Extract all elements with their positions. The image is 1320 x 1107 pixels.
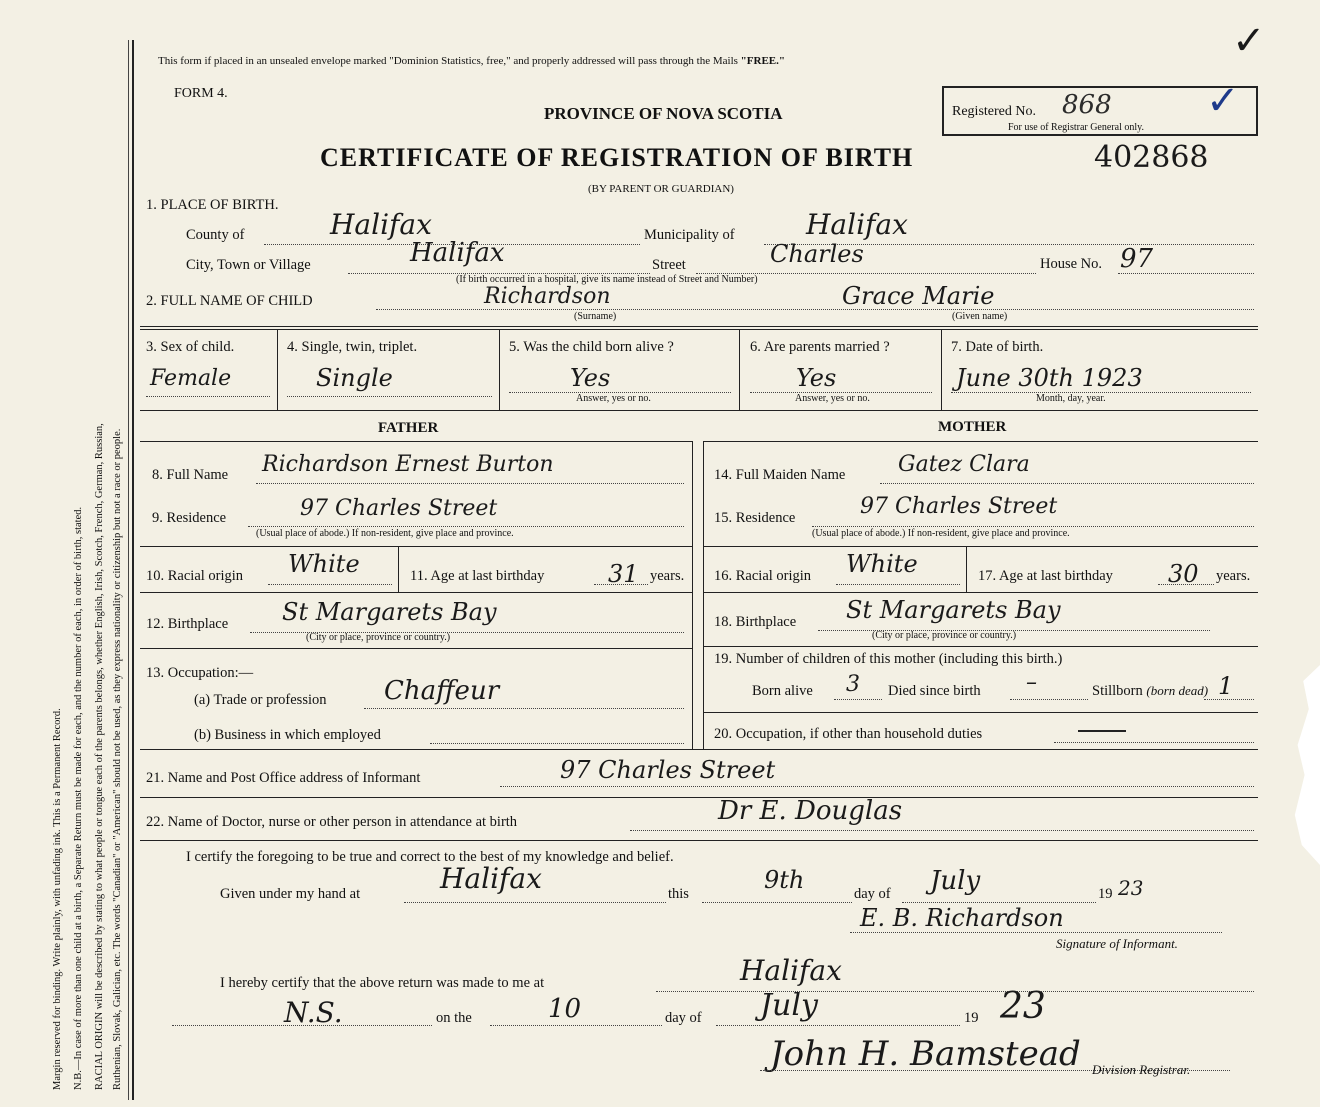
mother-occupation-line [1054, 742, 1254, 743]
father-residence-label: 9. Residence [152, 510, 227, 526]
mother-name-label: 14. Full Maiden Name [714, 467, 846, 483]
stillborn-value: 1 [1218, 672, 1234, 700]
child-name-label: 2. FULL NAME OF CHILD [146, 293, 313, 309]
margin-rule-thick [132, 40, 134, 1100]
mother-birthplace-label: 18. Birthplace [714, 614, 797, 630]
mother-birthplace-value: St Margarets Bay [846, 596, 1061, 624]
father-racial-origin-label: 10. Racial origin [146, 568, 244, 584]
died-since-birth-line [1010, 699, 1088, 700]
divider [499, 330, 500, 410]
born-alive-label: Born alive [752, 683, 813, 699]
registrar-month-line [716, 1025, 960, 1026]
birthplace-note: (City or place, province or country.) [306, 632, 451, 643]
father-right-rule [692, 441, 693, 749]
street-label: Street [652, 257, 686, 273]
registrar-place-province: N.S. [284, 996, 343, 1029]
mother-rule [703, 441, 1258, 442]
mother-age-label: 17. Age at last birthday [978, 568, 1113, 584]
mother-left-rule [703, 441, 704, 749]
torn-edge [1292, 665, 1320, 865]
father-birthplace-label: 12. Birthplace [146, 616, 229, 632]
father-residence-value: 97 Charles Street [300, 496, 498, 521]
father-name-line [256, 483, 684, 484]
divider [941, 330, 942, 410]
father-racial-origin-line [268, 584, 392, 585]
mother-racial-origin-line [836, 584, 960, 585]
mother-racial-origin-value: White [846, 550, 918, 578]
parents-married-label: 6. Are parents married ? [750, 339, 890, 355]
registered-check-icon: ✓ [1206, 78, 1240, 124]
given-label: Given under my hand at [220, 886, 361, 902]
street-value: Charles [770, 240, 864, 268]
informant-line [500, 786, 1254, 787]
doctor-value: Dr E. Douglas [718, 796, 903, 826]
birthplace-note: (City or place, province or country.) [872, 630, 1017, 641]
registered-note: For use of Registrar General only. [1008, 122, 1144, 133]
divider [966, 546, 967, 592]
mother-heading: MOTHER [938, 419, 1007, 435]
abode-note: (Usual place of abode.) If non-resident, give place and province. [812, 528, 1070, 539]
rule [140, 410, 1258, 411]
given-place-line [404, 902, 666, 903]
registrar-year-value: 23 [1000, 986, 1046, 1027]
registrar-place-line [656, 991, 1254, 992]
municipality-value: Halifax [806, 208, 908, 241]
mother-occupation-label: 20. Occupation, if other than household duties [714, 726, 983, 742]
born-alive-line [834, 699, 882, 700]
margin-note-racial-origin-cont: Ruthenian, Slovak, Galician, etc. The words "Canadian" or "American" should not be used, as they express nationality or citizenship but not a race or people. [112, 428, 123, 1090]
registrar-day-value: 10 [548, 994, 582, 1024]
registered-label: Registered No. [952, 104, 1036, 119]
rule [703, 712, 1258, 713]
stillborn-label: Stillborn (born dead) [1092, 683, 1209, 699]
sex-line [146, 396, 270, 397]
informant-value: 97 Charles Street [560, 756, 776, 784]
rule [140, 749, 1258, 750]
on-the-label: on the [436, 1010, 472, 1026]
year-prefix: 19 [1098, 886, 1113, 902]
business-line [430, 743, 684, 744]
doctor-label: 22. Name of Doctor, nurse or other person in attendance at birth [146, 814, 518, 830]
years-label: years. [650, 568, 685, 584]
born-alive-answer: Yes [570, 364, 611, 392]
house-number-label: House No. [1040, 256, 1103, 272]
margin-note-racial-origin: RACIAL ORIGIN will be described by stating to what people or tongue each of the parents belongs, whether English, Irish, Scotch, French, German, Russian, [94, 423, 105, 1090]
plurality-value: Single [316, 364, 393, 392]
mother-residence-label: 15. Residence [714, 510, 796, 526]
informant-signature-label: Signature of Informant. [1056, 936, 1178, 951]
mother-name-value: Gatez Clara [898, 452, 1030, 477]
rule [140, 648, 692, 649]
registrar-month-value: July [760, 988, 818, 1023]
rule [140, 797, 1258, 798]
given-place-value: Halifax [440, 862, 542, 895]
registrar-title: Division Registrar. [1092, 1062, 1191, 1077]
certify-text: I certify the foregoing to be true and correct to the best of my knowledge and belief. [186, 849, 674, 865]
doctor-line [630, 830, 1254, 831]
certify-day-value: 9th [764, 866, 805, 894]
rule [140, 546, 692, 547]
day-of-label: day of [854, 886, 891, 902]
father-racial-origin-value: White [288, 550, 360, 578]
province-heading: PROVINCE OF NOVA SCOTIA [544, 104, 783, 123]
plurality-label: 4. Single, twin, triplet. [287, 339, 418, 355]
informant-signature-line [850, 932, 1222, 933]
plurality-line [287, 396, 492, 397]
mother-name-line [880, 483, 1254, 484]
mail-notice: This form if placed in an unsealed envelope marked "Dominion Statistics, free," and properly addressed will pass through the Mails "FREE." [158, 55, 785, 67]
mother-racial-origin-label: 16. Racial origin [714, 568, 812, 584]
this-label: this [668, 886, 689, 902]
answer-note: Answer, yes or no. [795, 393, 870, 404]
county-value: Halifax [330, 208, 432, 241]
father-heading: FATHER [378, 420, 439, 436]
child-name-line [376, 309, 1254, 310]
municipality-label: Municipality of [644, 227, 735, 243]
date-of-birth-value: June 30th 1923 [956, 364, 1143, 392]
margin-note-binding: Margin reserved for binding. Write plainly, with unfading ink. This is a Permanent Record. [52, 708, 63, 1090]
died-since-birth-label: Died since birth [888, 683, 981, 699]
mother-age-value: 30 [1168, 560, 1199, 588]
margin-note-multiple-births: N.B.—In case of more than one child at a birth, a Separate Return must be made for each, and the number of each, in order of birth, stated. [73, 506, 84, 1090]
registered-number-box [942, 78, 1258, 136]
city-value: Halifax [410, 238, 505, 268]
occupation-label: 13. Occupation:— [146, 665, 254, 681]
registrar-year-prefix: 19 [964, 1010, 979, 1026]
rule-top [140, 326, 1258, 327]
registrar-place-value: Halifax [740, 954, 842, 987]
registrar-day-line [490, 1025, 662, 1026]
date-of-birth-note: Month, day, year. [1036, 393, 1106, 404]
divider [398, 546, 399, 592]
trade-label: (a) Trade or profession [194, 692, 327, 708]
certificate-title: CERTIFICATE OF REGISTRATION OF BIRTH [320, 143, 914, 172]
divider [739, 330, 740, 410]
county-label: County of [186, 227, 245, 243]
registrar-certify-text: I hereby certify that the above return was made to me at [220, 975, 545, 991]
answer-note: Answer, yes or no. [576, 393, 651, 404]
died-since-birth-value: – [1026, 670, 1037, 695]
children-count-label: 19. Number of children of this mother (including this birth.) [714, 651, 1063, 667]
father-residence-line [248, 526, 684, 527]
father-rule [140, 441, 692, 442]
years-label: years. [1216, 568, 1251, 584]
certificate-subtitle: (BY PARENT OR GUARDIAN) [588, 183, 734, 195]
business-label: (b) Business in which employed [194, 727, 381, 743]
mother-residence-line [812, 526, 1254, 527]
father-age-label: 11. Age at last birthday [410, 568, 545, 584]
rule [703, 546, 1258, 547]
city-label: City, Town or Village [186, 257, 311, 273]
sex-label: 3. Sex of child. [146, 339, 235, 355]
day-line [702, 902, 852, 903]
informant-label: 21. Name and Post Office address of Informant [146, 770, 421, 786]
registrar-day-of-label: day of [665, 1010, 702, 1026]
child-given-name: Grace Marie [842, 282, 995, 310]
certificate-number: 402868 [1094, 140, 1209, 175]
abode-note: (Usual place of abode.) If non-resident, give place and province. [256, 528, 514, 539]
born-alive-value: 3 [846, 672, 860, 697]
rule [140, 840, 1258, 841]
registrar-signature: John H. Bamstead [770, 1034, 1081, 1074]
born-alive-question-label: 5. Was the child born alive ? [509, 339, 674, 355]
sex-value: Female [150, 366, 232, 391]
surname-note: (Surname) [574, 311, 617, 322]
hospital-note: (If birth occurred in a hospital, give its name instead of Street and Number) [456, 274, 758, 285]
father-age-value: 31 [608, 560, 639, 588]
place-of-birth-label: 1. PLACE OF BIRTH. [146, 197, 279, 213]
informant-signature: E. B. Richardson [860, 904, 1064, 932]
registered-number: 868 [1062, 90, 1112, 120]
rule [703, 646, 1258, 647]
month-line [902, 902, 1096, 903]
date-of-birth-label: 7. Date of birth. [951, 339, 1044, 355]
child-surname: Richardson [484, 284, 611, 309]
registrar-province-line [172, 1025, 432, 1026]
certify-year-value: 23 [1118, 876, 1144, 900]
form-number: FORM 4. [174, 86, 228, 101]
mother-residence-value: 97 Charles Street [860, 494, 1058, 519]
rule-top-2 [140, 329, 1258, 330]
rule [140, 592, 692, 593]
certify-month-value: July [930, 866, 981, 896]
rule [703, 592, 1258, 593]
parents-married-answer: Yes [796, 364, 837, 392]
given-name-note: (Given name) [952, 311, 1008, 322]
father-birthplace-value: St Margarets Bay [282, 598, 497, 626]
margin-rule [128, 40, 129, 1100]
divider [277, 330, 278, 410]
trade-value: Chaffeur [384, 676, 500, 706]
house-number-value: 97 [1120, 244, 1154, 274]
father-name-value: Richardson Ernest Burton [262, 452, 554, 477]
trade-line [364, 708, 684, 709]
mother-occupation-dash [1078, 730, 1126, 732]
corner-check-mark: ✓ [1232, 18, 1266, 64]
father-name-label: 8. Full Name [152, 467, 229, 483]
